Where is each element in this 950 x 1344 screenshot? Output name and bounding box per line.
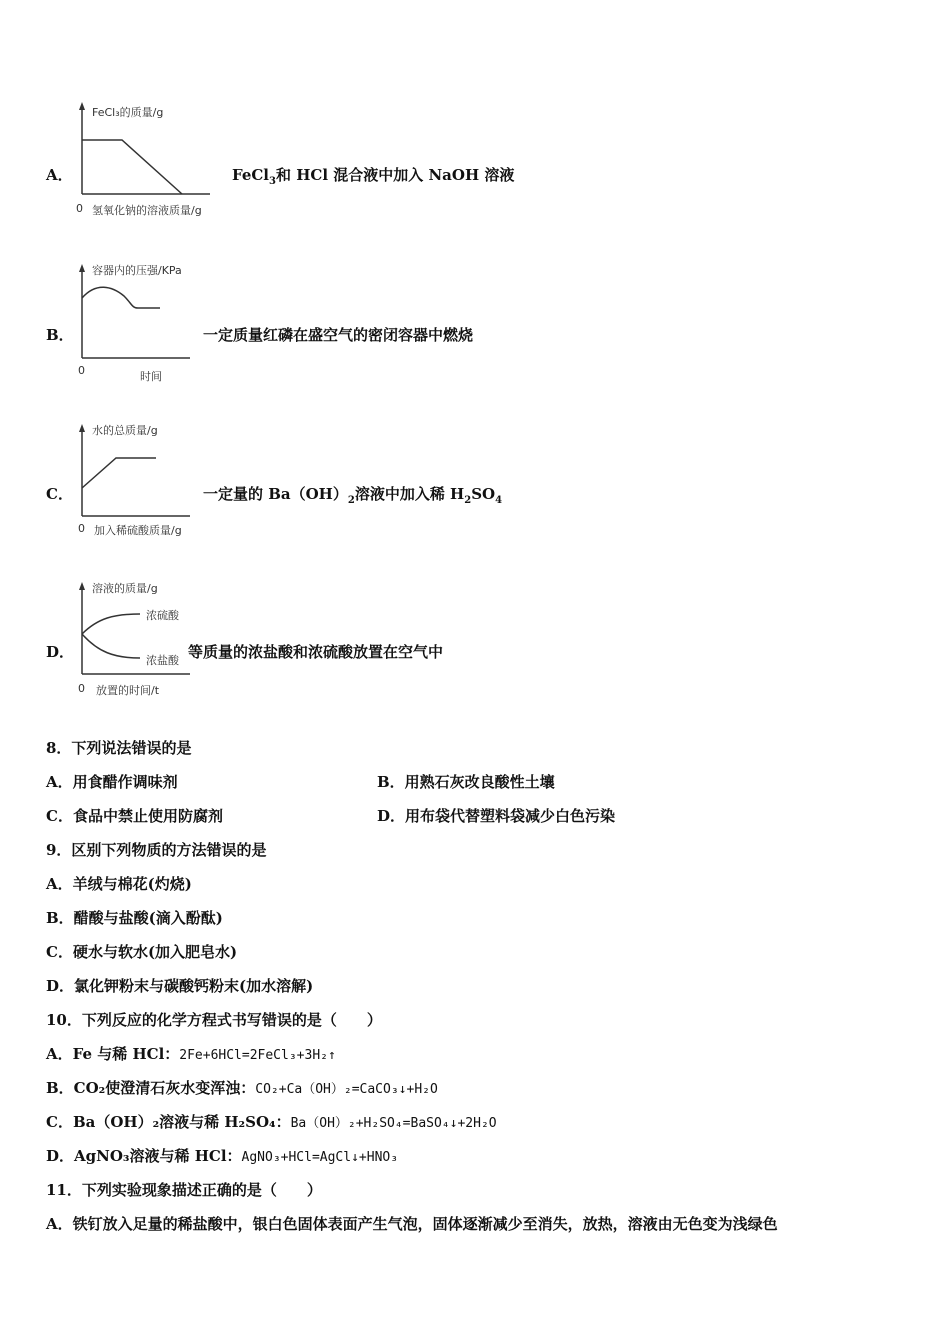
curve <box>82 287 160 308</box>
q9-option-a: A．羊绒与棉花(灼烧) <box>46 875 192 893</box>
graph-d-svg <box>70 574 240 704</box>
q9-option-c: C．硬水与软水(加入肥皂水) <box>46 943 238 961</box>
q10-a-label: A．Fe 与稀 HCl： <box>46 1045 180 1063</box>
option-a-letter: A． <box>46 166 73 184</box>
q10-option-b <box>46 1077 438 1098</box>
q10-stem: 10．下列反应的化学方程式书写错误的是（ ） <box>46 1011 382 1029</box>
graph-d <box>70 574 240 704</box>
x-axis-label: 时间 <box>140 370 162 383</box>
q11-stem: 11．下列实验现象描述正确的是（ ） <box>46 1181 322 1199</box>
q9-stem: 9．区别下列物质的方法错误的是 <box>46 841 267 859</box>
curve <box>82 458 156 488</box>
q10-b-equation: CO₂+Ca（OH）₂=CaCO₃↓+H₂O <box>255 1082 438 1097</box>
graph-c-svg <box>70 416 240 546</box>
option-c-letter: C． <box>46 485 73 503</box>
q10-c-label: C．Ba（OH）₂溶液与稀 H₂SO₄： <box>46 1113 291 1131</box>
q11-option-a: A．铁钉放入足量的稀盐酸中，银白色固体表面产生气泡，固体逐渐减少至消失，放热，溶液由无色变为浅绿色 <box>46 1215 778 1233</box>
option-c-caption: 一定量的 $Ba(OH)_2$溶液中加入稀 $H_2SO_4$ <box>203 485 503 506</box>
option-b-letter: B． <box>46 326 74 344</box>
curve-upper-label: 浓硫酸 <box>146 609 179 622</box>
origin-label: 0 <box>78 364 85 377</box>
option-d-letter: D． <box>46 643 75 661</box>
q10-option-a <box>46 1043 336 1064</box>
option-b-caption: 一定质量红磷在盛空气的密闭容器中燃烧 <box>203 326 474 344</box>
q8-option-c: C．食品中禁止使用防腐剂 <box>46 807 223 825</box>
graph-a <box>70 96 240 226</box>
origin-label: 0 <box>78 682 85 695</box>
x-axis-label: 加入稀硫酸质量/g <box>94 524 182 537</box>
y-axis-label: 水的总质量/g <box>92 424 158 437</box>
y-axis-arrow <box>79 582 85 590</box>
q10-d-equation: AgNO₃+HCl=AgCl↓+HNO₃ <box>241 1150 399 1165</box>
q10-d-label: D．AgNO₃溶液与稀 HCl： <box>46 1147 242 1165</box>
graph-c <box>70 416 240 546</box>
q10-option-d <box>46 1145 398 1166</box>
graph-b-svg <box>70 256 240 386</box>
x-axis-label: 氢氧化钠的溶液质量/g <box>92 204 202 217</box>
q10-a-equation: 2Fe+6HCl=2FeCl₃+3H₂↑ <box>179 1048 336 1063</box>
x-axis-label: 放置的时间/t <box>96 684 160 697</box>
curve <box>82 140 182 194</box>
curve-lower-label: 浓盐酸 <box>146 654 179 667</box>
y-axis-arrow <box>79 264 85 272</box>
graph-a-svg <box>70 96 240 226</box>
q9-option-d: D．氯化钾粉末与碳酸钙粉末(加水溶解) <box>46 977 314 995</box>
curve-lower <box>82 634 140 658</box>
q9-option-b: B．醋酸与盐酸(滴入酚酞) <box>46 909 223 927</box>
q8-option-b: B．用熟石灰改良酸性土壤 <box>377 773 555 791</box>
q8-option-a: A．用食醋作调味剂 <box>46 773 178 791</box>
q10-option-c <box>46 1111 497 1132</box>
q10-c-equation: Ba（OH）₂+H₂SO₄=BaSO₄↓+2H₂O <box>290 1116 497 1131</box>
y-axis-label: FeCl₃的质量/g <box>92 106 164 119</box>
y-axis-label: 容器内的压强/KPa <box>92 264 182 277</box>
graph-b <box>70 256 240 386</box>
y-axis-arrow <box>79 102 85 110</box>
curve-upper <box>82 614 140 634</box>
origin-label: 0 <box>78 522 85 535</box>
q8-stem: 8．下列说法错误的是 <box>46 739 192 757</box>
q10-b-label: B．CO₂使澄清石灰水变浑浊： <box>46 1079 256 1097</box>
q8-option-d: D．用布袋代替塑料袋减少白色污染 <box>377 807 616 825</box>
y-axis-arrow <box>79 424 85 432</box>
y-axis-label: 溶液的质量/g <box>92 582 158 595</box>
option-d-caption: 等质量的浓盐酸和浓硫酸放置在空气中 <box>188 643 444 661</box>
origin-label: 0 <box>76 202 83 215</box>
option-a-caption: FeCl$_3$和 HCl 混合液中加入 NaOH 溶液 <box>232 166 515 187</box>
